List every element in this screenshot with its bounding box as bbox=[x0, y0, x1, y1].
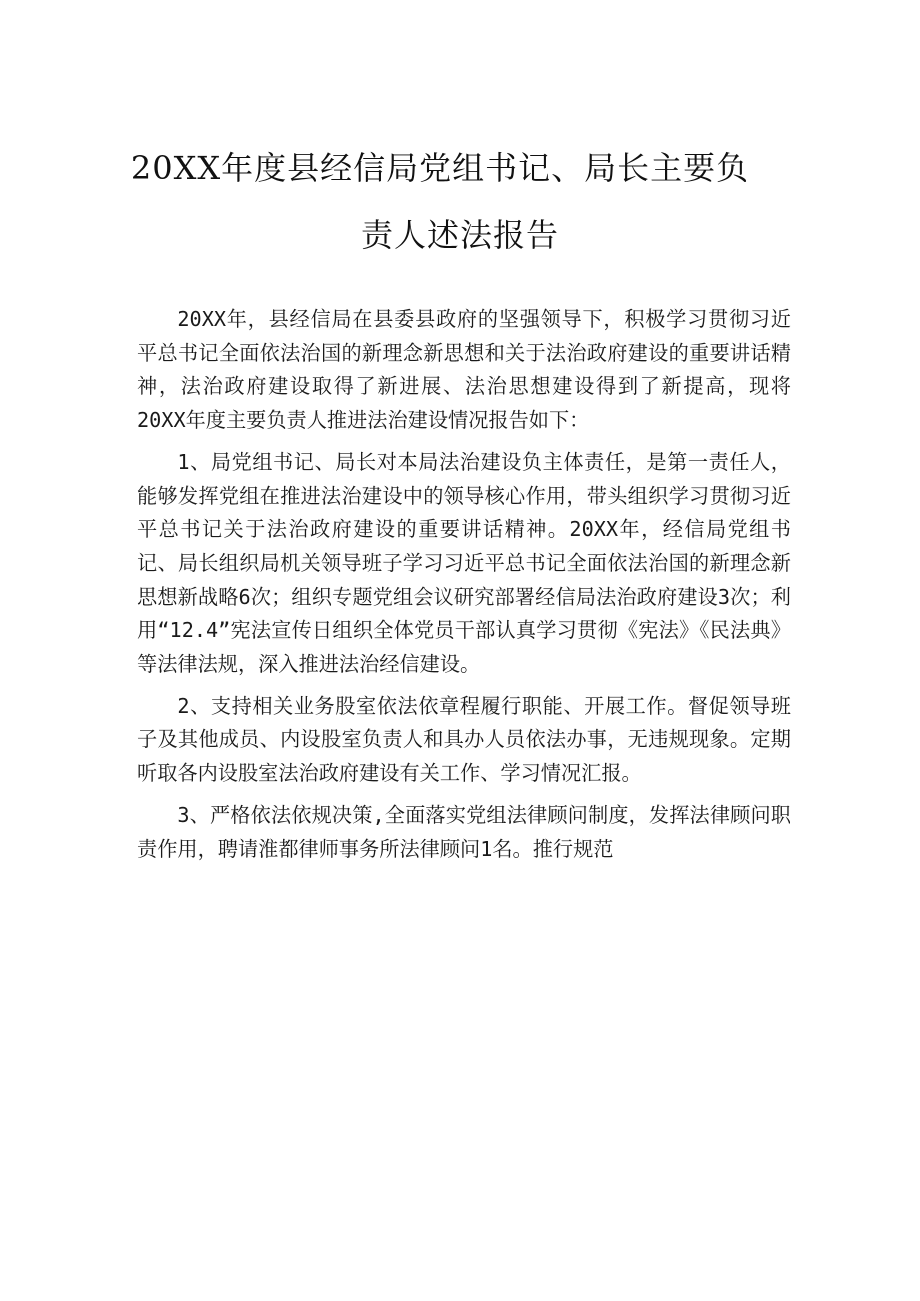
paragraph-item-3: 3、严格依法依规决策,全面落实党组法律顾问制度，发挥法律顾问职责作用，聘请淮都律师事务所法律顾问1名。推行规范 bbox=[137, 802, 791, 861]
paragraph-item-2: 2、支持相关业务股室依法依章程履行职能、开展工作。督促领导班子及其他成员、内设股室负责人和具办人员依法办事，无违规现象。定期听取各内设股室法治政府建设有关工作、学习情况汇报。 bbox=[137, 693, 791, 786]
document-title-line-2: 责人述法报告 bbox=[360, 216, 559, 254]
document-title-line-1: 20XX年度县经信局党组书记、局长主要负 bbox=[130, 149, 750, 187]
paragraph-intro: 20XX年，县经信局在县委县政府的坚强领导下，积极学习贯彻习近平总书记全面依法治国的新理念新思想和关于法治政府建设的重要讲话精神，法治政府建设取得了新进展、法治思想建设得到了新提高，现将20XX年度主要负责人推进法治建设情况报告如下： bbox=[137, 307, 791, 433]
paragraph-item-1: 1、局党组书记、局长对本局法治建设负主体责任，是第一责任人，能够发挥党组在推进法治建设中的领导核心作用，带头组织学习贯彻习近平总书记关于法治政府建设的重要讲话精神。20XX年，经信局党组书记、局长组织局机关领导班子学习习近平总书记全面依法治国的新理念新思想新战略6次；组织专题党组会议研究部署经信局法治政府建设3次；利用“12.4”宪法宣传日组织全体党员干部认真学习贯彻《宪法》《民法典》等法律法规，深入推进法治经信建设。 bbox=[137, 449, 791, 677]
document-body bbox=[137, 303, 791, 874]
